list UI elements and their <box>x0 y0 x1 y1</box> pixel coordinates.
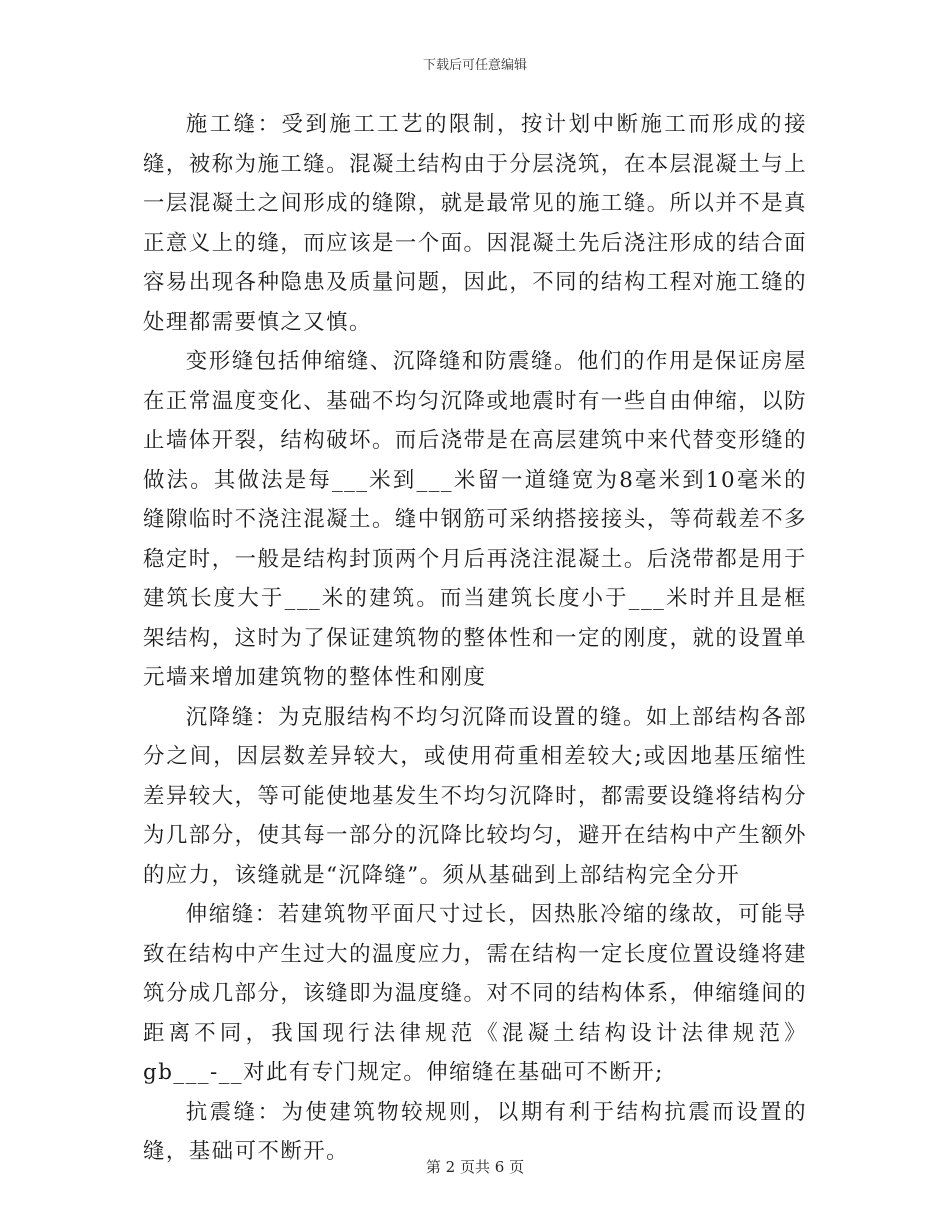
paragraph-deformation-joint: 变形缝包括伸缩缝、沉降缝和防震缝。他们的作用是保证房屋在正常温度变化、基础不均匀沉降或地震时有一些自由伸缩，以防止墙体开裂，结构破坏。而后浇带是在高层建筑中来代替变形缝的做法。其做法是每___米到___米留一道缝宽为8毫米到10毫米的缝隙临时不浇注混凝土。缝中钢筋可采纳搭接接头，等荷载差不多稳定时，一般是结构封顶两个月后再浇注混凝土。后浇带都是用于建筑长度大于___米的建筑。而当建筑长度小于___米时并且是框架结构，这时为了保证建筑物的整体性和一定的刚度，就的设置单元墙来增加建筑物的整体性和刚度 <box>143 349 807 690</box>
paragraph-construction-joint: 施工缝：受到施工工艺的限制，按计划中断施工而形成的接缝，被称为施工缝。混凝土结构由于分层浇筑，在本层混凝土与上一层混凝土之间形成的缝隙，就是最常见的施工缝。所以并不是真正意义上的缝，而应该是一个面。因混凝土先后浇注形成的结合面容易出现各种隐患及质量问题，因此，不同的结构工程对施工缝的处理都需要慎之又慎。 <box>143 112 807 335</box>
paragraph-settlement-joint: 沉降缝：为克服结构不均匀沉降而设置的缝。如上部结构各部分之间，因层数差异较大，或使用荷重相差较大;或因地基压缩性差异较大，等可能使地基发生不均匀沉降时，都需要设缝将结构分为几部分，使其每一部分的沉降比较均匀，避开在结构中产生额外的应力，该缝就是“沉降缝”。须从基础到上部结构完全分开 <box>143 704 807 888</box>
document-body <box>143 105 807 1172</box>
page-footer: 第 2 页共 6 页 <box>425 1158 525 1176</box>
paragraph-expansion-joint: 伸缩缝：若建筑物平面尺寸过长，因热胀冷缩的缘故，可能导致在结构中产生过大的温度应力，需在结构一定长度位置设缝将建筑分成几部分，该缝即为温度缝。对不同的结构体系，伸缩缝间的距离不同，我国现行法律规范《混凝土结构设计法律规范》gb___-__对此有专门规定。伸缩缝在基础可不断开; <box>143 902 807 1085</box>
paragraph-seismic-joint: 抗震缝：为使建筑物较规则，以期有利于结构抗震而设置的缝，基础可不断开。 <box>143 1099 807 1164</box>
page-header: 下载后可任意编辑 <box>422 58 527 73</box>
